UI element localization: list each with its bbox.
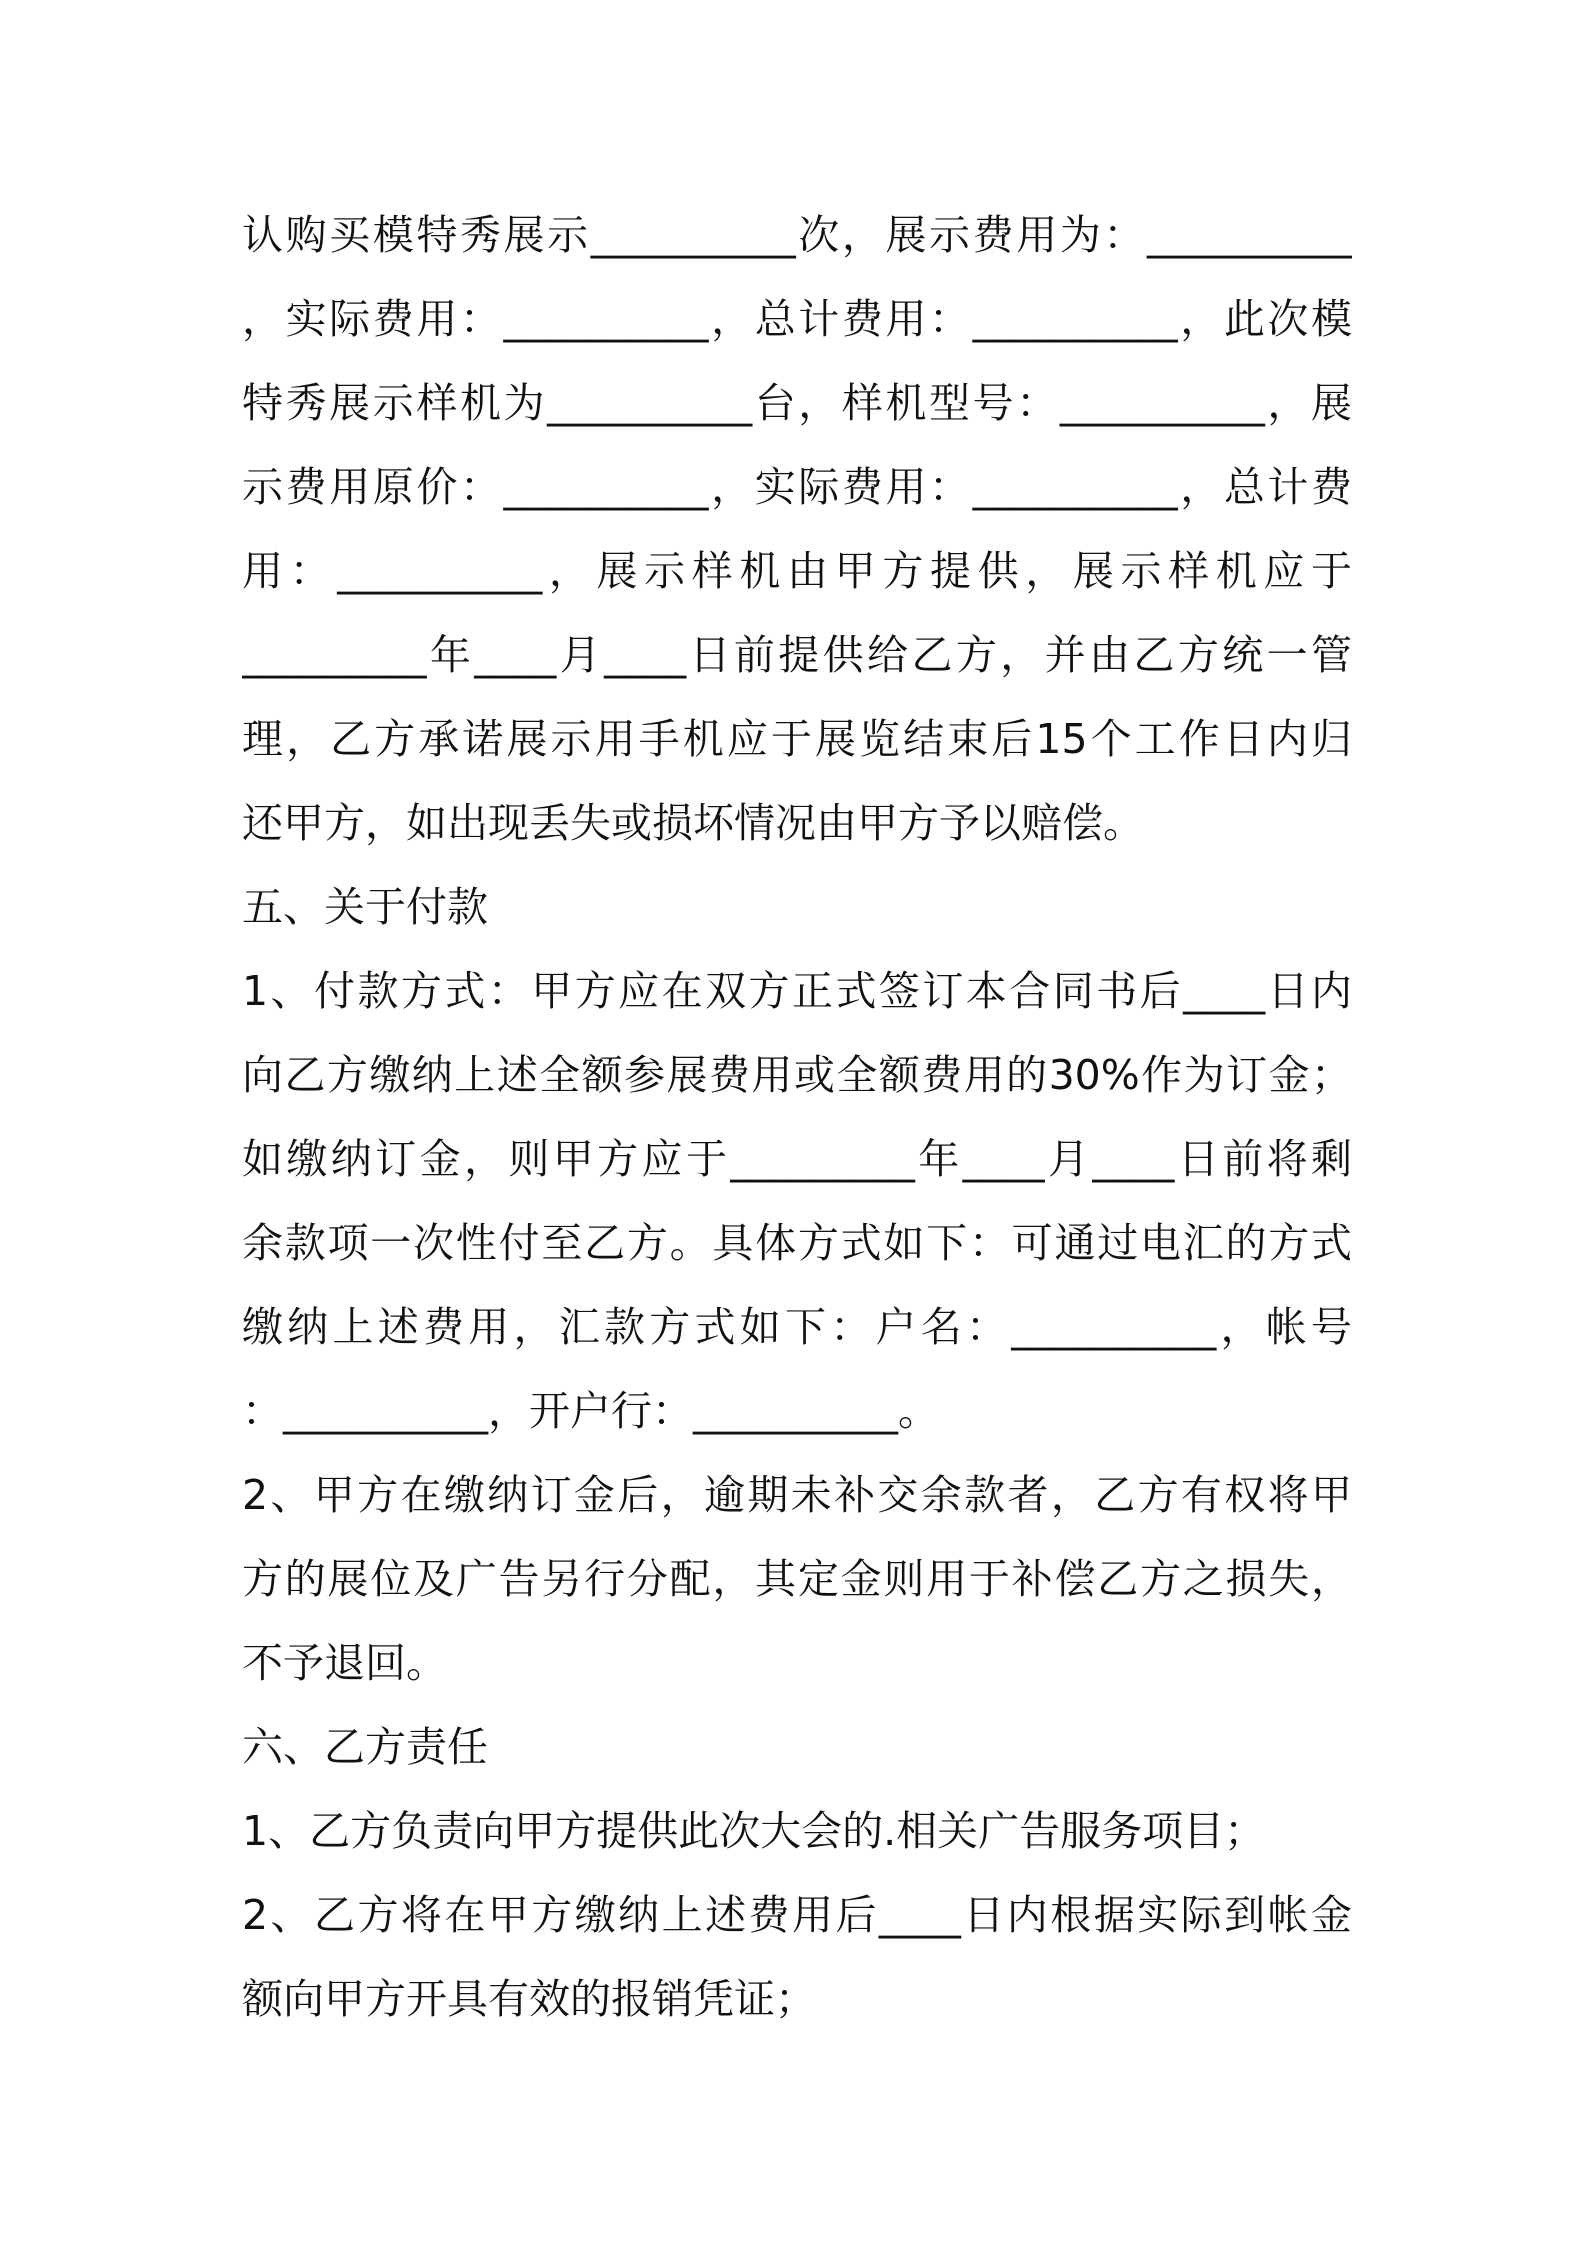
text-line-4: 示费用原价：__________，实际费用：__________，总计费 xyxy=(242,463,1352,511)
text-line-15: ：__________，开户行：__________。 xyxy=(242,1387,939,1435)
text-line-12: 如缴纳订金，则甲方应于_________年____月____日前将剩 xyxy=(242,1135,1352,1183)
text-line-8: 还甲方，如出现丢失或损坏情况由甲方予以赔偿。 xyxy=(242,799,1144,847)
section-heading-party-b: 六、乙方责任 xyxy=(242,1723,488,1771)
text-line-6: _________年____月____日前提供给乙方，并由乙方统一管 xyxy=(242,631,1352,679)
document-body xyxy=(242,193,1352,2041)
text-line-21: 2、乙方将在甲方缴纳上述费用后____日内根据实际到帐金 xyxy=(242,1891,1352,1939)
text-line-2: ，实际费用：__________，总计费用：__________，此次模 xyxy=(242,295,1352,343)
text-line-5: 用：__________，展示样机由甲方提供，展示样机应于 xyxy=(242,547,1352,595)
text-line-10: 1、付款方式：甲方应在双方正式签订本合同书后____日内 xyxy=(242,967,1352,1015)
text-line-18: 不予退回。 xyxy=(242,1639,447,1687)
text-line-13: 余款项一次性付至乙方。具体方式如下：可通过电汇的方式 xyxy=(242,1219,1352,1267)
text-line-1: 认购买模特秀展示__________次，展示费用为：__________ xyxy=(242,211,1352,259)
text-line-14: 缴纳上述费用，汇款方式如下：户名：__________，帐号 xyxy=(242,1303,1352,1351)
text-line-22: 额向甲方开具有效的报销凭证； xyxy=(242,1975,816,2023)
section-heading-payment: 五、关于付款 xyxy=(242,883,488,931)
text-line-7: 理，乙方承诺展示用手机应于展览结束后15个工作日内归 xyxy=(242,715,1352,763)
text-line-20: 1、乙方负责向甲方提供此次大会的.相关广告服务项目； xyxy=(242,1807,1266,1855)
text-line-16: 2、甲方在缴纳订金后，逾期未补交余款者，乙方有权将甲 xyxy=(242,1471,1352,1519)
text-line-3: 特秀展示样机为__________台，样机型号：__________，展 xyxy=(242,379,1352,427)
text-line-17: 方的展位及广告另行分配，其定金则用于补偿乙方之损失， xyxy=(242,1555,1352,1603)
text-line-11: 向乙方缴纳上述全额参展费用或全额费用的30%作为订金； xyxy=(242,1051,1352,1099)
